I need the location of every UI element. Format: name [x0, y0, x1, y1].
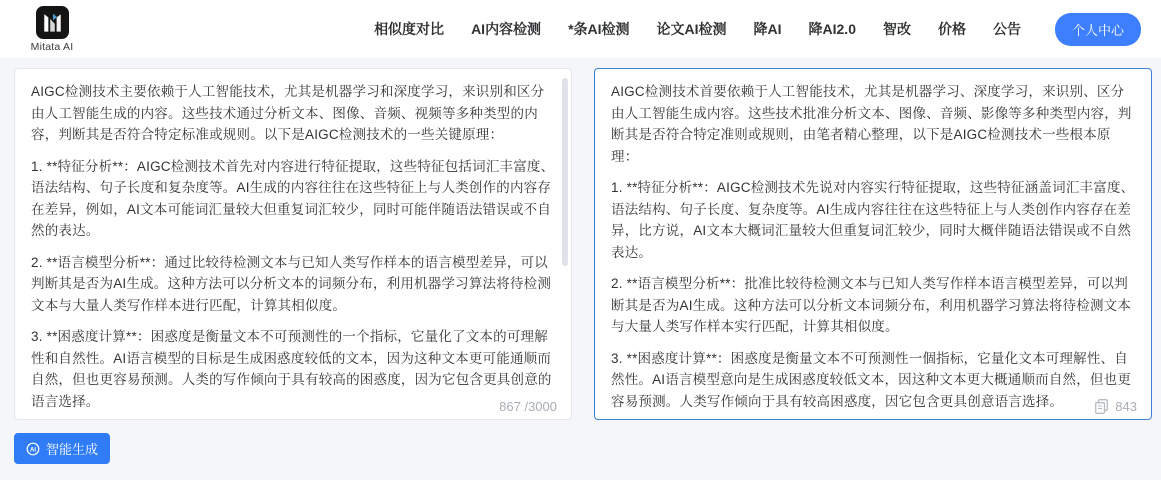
input-paragraph: 2. **语言模型分析**：通过比较待检测文本与已知人类写作样本的语言模型差异，可以判断其是否为AI生成。这种方法可以分析文本的词频分布，利用机器学习算法将待检测文本与大量人类写作样本进行匹配，计算其相似度。: [31, 254, 552, 313]
output-paragraph: 2. **语言模型分析**：批准比较待检测文本与已知人类写作样本语言模型差异，可以判断其是否为AI生成。这种方法可以分析文本词频分布，利用机器学习算法将待检测文本与大量人类写作样本实行匹配，计算其相似度。: [611, 276, 1132, 334]
output-paragraph: AIGC检测技术首要依赖于人工智能技术，尤其是机器学习、深度学习，来识别、区分由人工智能生成内容。这些技术批准分析文本、图像、音频、影像等多种类型内容，判断其是否符合特定准则或规则，由笔者精心整理，以下是AIGC检测技术一些根本原理：: [611, 84, 1132, 164]
nav-item[interactable]: *条AI检测: [568, 21, 630, 37]
output-char-counter: [1089, 399, 1137, 414]
output-paragraph: 1. **特征分析**：AIGC检测技术先说对内容实行特征提取，这些特征涵盖词汇丰富度、语法结构、句子长度、复杂度等。AI生成内容往往在这些特征上与人类创作内容存在差异，比方说，AI文本大概词汇量较大但重复词汇较少，同时大概伴随语法错误或不自然表达。: [611, 180, 1135, 260]
mitata-logo-icon: [36, 6, 69, 39]
generate-button-label: 智能生成: [46, 442, 99, 457]
nav-item[interactable]: 智改: [882, 21, 911, 37]
char-count-text: 867 /3000: [499, 399, 557, 414]
copy-icon[interactable]: [1095, 399, 1108, 414]
svg-text:AI: AI: [30, 446, 36, 453]
smart-generate-button[interactable]: [14, 433, 110, 464]
output-panel: [594, 68, 1152, 420]
output-paragraph: 3. **困惑度计算**：困惑度是衡量文本不可预测性一個指标，它量化文本可理解性、自然性。AI语言模型意向是生成困惑度较低文本，因这种文本更大概通顺而自然，但也更容易预测。人类写作倾向于具有较高困惑度，因它包含更具创意语言选择。: [611, 350, 1132, 409]
nav-item[interactable]: 公告: [992, 21, 1021, 37]
input-paragraph: AIGC检测技术主要依赖于人工智能技术，尤其是机器学习和深度学习，来识别和区分由人工智能生成的内容。这些技术通过分析文本、图像、音频、视频等多种类型的内容，判断其是否符合特定标准或规则。以下是AIGC检测技术的一些关键原理：: [31, 84, 545, 142]
input-char-counter: [493, 399, 557, 414]
ai-generate-icon: [26, 442, 40, 456]
nav-menu: [374, 19, 1021, 39]
navbar: [0, 0, 1161, 58]
logo-text: Mitata AI: [30, 40, 74, 53]
nav-item[interactable]: 降AI2.0: [808, 21, 856, 37]
nav-item[interactable]: AI内容检测: [471, 21, 542, 37]
output-text-area: [611, 81, 1135, 420]
user-center-button[interactable]: 个人中心: [1055, 13, 1141, 46]
input-text-area[interactable]: [31, 81, 555, 420]
nav-item[interactable]: 降AI: [753, 21, 782, 37]
input-paragraph: 1. **特征分析**：AIGC检测技术首先对内容进行特征提取，这些特征包括词汇丰富度、语法结构、句子长度和复杂度等。AI生成的内容往往在这些特征上与人类创作的内容存在差异，例如，AI文本可能词汇量较大但重复词汇较少，同时可能伴随语法错误或不自然的表达。: [31, 158, 555, 238]
logo[interactable]: [26, 6, 78, 53]
nav-item[interactable]: 相似度对比: [374, 21, 445, 37]
char-count-text: 843: [1115, 399, 1137, 414]
nav-item[interactable]: 论文AI检测: [656, 21, 727, 37]
input-panel: [14, 68, 572, 420]
scrollbar-thumb[interactable]: [562, 78, 568, 266]
nav-item[interactable]: 价格: [937, 21, 966, 37]
input-paragraph: 3. **困惑度计算**：困惑度是衡量文本不可预测性的一个指标，它量化了文本的可理解性和自然性。AI语言模型的目标是生成困惑度较低的文本，因为这种文本更可能通顺而自然，但也更容易预测。人类的写作倾向于具有较高的困惑度，因为它包含更具创意的语言选择。: [31, 329, 552, 409]
